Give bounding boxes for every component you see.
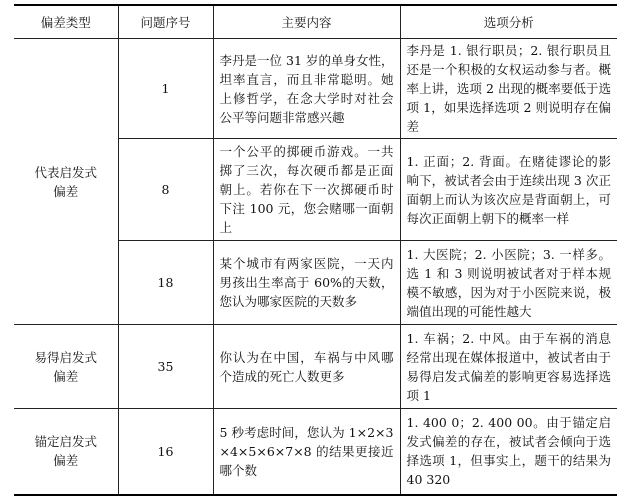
header-main-content: 主要内容: [213, 5, 400, 39]
bias-type-cell: [14, 325, 118, 409]
main-content-cell: 某个城市有两家医院，一天内男孩出生率高于 60%的天数，您认为哪家医院的天数多: [213, 241, 400, 325]
table-row: [14, 39, 617, 139]
table-row: [14, 325, 617, 409]
header-bias-type: 偏差类型: [14, 5, 118, 39]
question-number: 18: [118, 241, 213, 325]
table-header-row: [14, 5, 617, 39]
table-row: [14, 409, 617, 495]
question-number: 35: [118, 325, 213, 409]
header-question-no: 问题序号: [118, 5, 213, 39]
bias-type-label: 代表启发式: [34, 164, 97, 180]
bias-type-label: 锚定启发式: [34, 434, 97, 450]
main-content-cell: 你认为在中国，车祸与中风哪个造成的死亡人数更多: [213, 325, 400, 409]
option-analysis-cell: 1. 400 0；2. 400 00。由于锚定启发式偏差的存在，被试者会倾向于选择选项 1，但事实上，题干的结果为 40 320: [400, 409, 617, 495]
option-analysis-cell: 1. 正面；2. 背面。在赌徒谬论的影响下，被试者会由于连续出现 3 次正面朝上而认为该次应是背面朝上，可每次正面朝上朝下的概率一样: [400, 139, 617, 241]
bias-analysis-table: [14, 4, 617, 496]
main-content-cell: 李丹是一位 31 岁的单身女性，坦率直言，而且非常聪明。她上修哲学，在念大学时对社会公平等问题非常感兴趣: [213, 39, 400, 139]
question-number: 16: [118, 409, 213, 495]
bias-type-label: 偏差: [53, 368, 79, 384]
main-content-cell: 5 秒考虑时间，您认为 1×2×3×4×5×6×7×8 的结果更接近哪个数: [213, 409, 400, 495]
question-number: 8: [118, 139, 213, 241]
bias-type-label: 偏差: [53, 183, 79, 199]
option-analysis-cell: 1. 大医院；2. 小医院；3. 一样多。选 1 和 3 则说明被试者对于样本规模不敏感，因为对于小医院来说，极端值出现的可能性越大: [400, 241, 617, 325]
question-number: 1: [118, 39, 213, 139]
header-option-analysis: 选项分析: [400, 5, 617, 39]
bias-type-cell: [14, 409, 118, 495]
main-content-cell: 一个公平的掷硬币游戏。一共掷了三次，每次硬币都是正面朝上。若你在下一次掷硬币时下注 100 元，您会赌哪一面朝上: [213, 139, 400, 241]
option-analysis-cell: 1. 车祸；2. 中风。由于车祸的消息经常出现在媒体报道中，被试者由于易得启发式偏差的影响更容易选择选项 1: [400, 325, 617, 409]
bias-type-cell: [14, 39, 118, 325]
bias-type-label: 易得启发式: [34, 349, 97, 365]
option-analysis-cell: 李丹是 1. 银行职员；2. 银行职员且还是一个积极的女权运动参与者。概率上讲，选项 2 出现的概率要低于选项 1，如果选择选项 2 则说明存在偏差: [400, 39, 617, 139]
bias-type-label: 偏差: [53, 453, 79, 469]
